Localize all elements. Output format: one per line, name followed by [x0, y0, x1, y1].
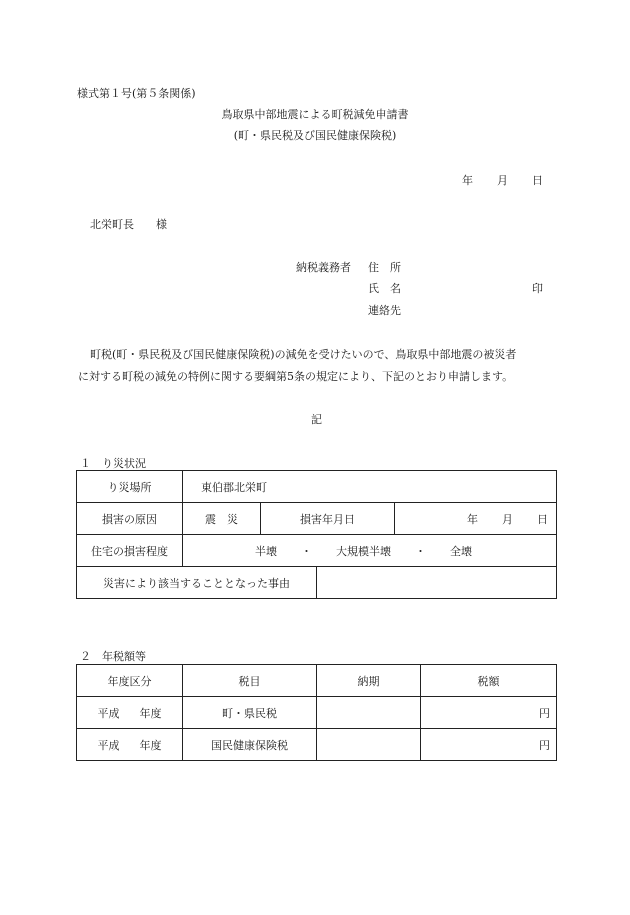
form-number: 様式第１号(第５条関係)	[77, 87, 196, 100]
header-year-category: 年度区分	[77, 665, 183, 697]
addressee	[90, 216, 167, 232]
housing-options[interactable]	[183, 535, 557, 567]
year-cell[interactable]	[77, 729, 183, 761]
damage-date-month: 月	[502, 512, 513, 526]
date-month: 月	[497, 174, 508, 187]
applicant-contact-label: 連絡先	[368, 304, 401, 317]
damage-date-day: 日	[537, 512, 548, 526]
applicant-address-label: 住 所	[368, 261, 401, 274]
cause-value: 震 災	[183, 503, 261, 535]
year-suffix: 年度	[139, 706, 162, 720]
header-tax-item: 税目	[183, 665, 317, 697]
ki-mark: 記	[311, 413, 322, 426]
reason-value[interactable]	[317, 567, 557, 599]
year-era: 平成	[97, 706, 120, 720]
date-year: 年	[462, 174, 473, 187]
reason-label: 災害により該当することとなった事由	[77, 567, 317, 599]
damage-date-label: 損害年月日	[261, 503, 395, 535]
applicant-role-label: 納税義務者	[296, 261, 351, 274]
header-tax-amount: 税額	[421, 665, 557, 697]
cause-label: 損害の原因	[77, 503, 183, 535]
body-text-line1: 町税(町・県民税及び国民健康保険税)の減免を受けたいので、鳥取県中部地震の被災者	[90, 348, 517, 361]
due-cell[interactable]	[317, 697, 421, 729]
document-subtitle: (町・県民税及び国民健康保険税)	[233, 129, 397, 142]
applicant-name-label: 氏 名	[368, 282, 401, 295]
separator-dot: ・	[301, 544, 312, 558]
separator-dot: ・	[415, 544, 426, 558]
table-row	[77, 567, 557, 599]
addressee-name: 北栄町長	[90, 218, 134, 231]
tax-item-cell: 国民健康保険税	[183, 729, 317, 761]
table-row	[77, 471, 557, 503]
header-due: 納期	[317, 665, 421, 697]
section2-heading: ２ 年税額等	[80, 650, 146, 663]
tax-amount-cell[interactable]: 円	[421, 697, 557, 729]
place-label: り災場所	[77, 471, 183, 503]
due-cell[interactable]	[317, 729, 421, 761]
housing-option-full[interactable]: 全壊	[450, 544, 472, 558]
table-row	[77, 697, 557, 729]
body-text-line2: に対する町税の減免の特例に関する要綱第5条の規定により、下記のとおり申請します。	[78, 370, 514, 383]
housing-option-half[interactable]: 半壊	[255, 544, 277, 558]
date-line	[462, 172, 543, 188]
year-era: 平成	[97, 738, 120, 752]
document-title: 鳥取県中部地震による町税減免申請書	[221, 108, 409, 121]
table-row	[77, 503, 557, 535]
seal-mark: 印	[532, 282, 543, 295]
disaster-status-table	[76, 470, 557, 599]
year-cell[interactable]	[77, 697, 183, 729]
housing-label: 住宅の損害程度	[77, 535, 183, 567]
annual-tax-table	[76, 664, 557, 761]
date-day: 日	[532, 174, 543, 187]
table-row	[77, 729, 557, 761]
section1-heading: １ り災状況	[80, 457, 146, 470]
tax-amount-cell[interactable]: 円	[421, 729, 557, 761]
housing-option-large-half[interactable]: 大規模半壊	[336, 544, 391, 558]
year-suffix: 年度	[139, 738, 162, 752]
table-row	[77, 535, 557, 567]
addressee-honorific: 様	[156, 218, 167, 231]
tax-item-cell: 町・県民税	[183, 697, 317, 729]
table-header-row	[77, 665, 557, 697]
damage-date-year: 年	[467, 512, 478, 526]
damage-date-field[interactable]	[395, 503, 557, 535]
place-value: 東伯郡北栄町	[183, 471, 557, 503]
